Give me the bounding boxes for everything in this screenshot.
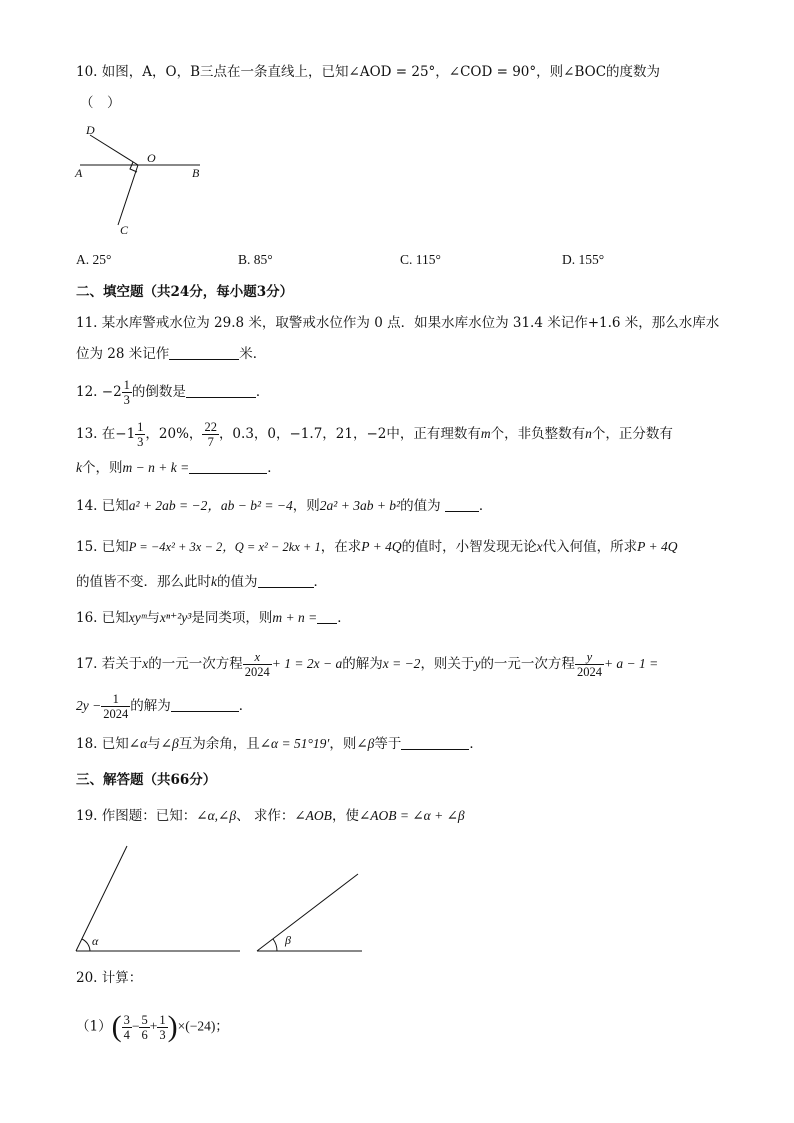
q19-figure-alpha — [70, 840, 250, 960]
beta-label: β — [285, 933, 291, 947]
q10-stem: 10. 如图，A，O，B三点在一条直线上，已知∠AOD = 25°，∠COD = 90°，则∠BOC的度数为 — [76, 64, 661, 80]
q10-answer-paren: （ ） — [80, 95, 121, 111]
q20-fraction-1: $\frac{3}{4}$ — [123, 1012, 130, 1042]
beta-arc — [273, 939, 277, 951]
q20-fraction-2: $\frac{5}{6}$ — [141, 1012, 148, 1042]
q20-part1: （1）( $\frac{3}{4}$ − $\frac{5}{6}$ + $\frac{1}{3}$ )×(−24)； — [76, 1010, 229, 1043]
q12-blank — [186, 383, 256, 398]
q20-title: 20. 计算： — [76, 970, 143, 986]
q12-fraction: $\frac{1}{3}$ — [123, 378, 130, 407]
q10-figure — [70, 120, 210, 240]
label-b: B — [192, 166, 200, 180]
q11-blank — [169, 345, 239, 360]
q13-blank — [189, 459, 267, 474]
beta-side-ray — [257, 874, 358, 951]
q16-blank — [317, 609, 337, 624]
q10-option-c: C. 115° — [400, 252, 441, 267]
q11-line1: 11. 某水库警戒水位为 29.8 米，取警戒水位作为 0 点．如果水库水位为 31.4 米记作+1.6 米，那么水库水 — [76, 315, 720, 331]
q17-fraction-2: $\frac{y}{2024}$ — [576, 650, 602, 679]
alpha-label: α — [92, 934, 99, 948]
q10-text: 如图，A，O，B三点在一条直线上，已知∠AOD = 25°，∠COD = 90°，则∠BOC的度数为 — [101, 64, 661, 80]
q18-blank — [401, 735, 469, 750]
q15-line1: 15. 已知P = −4x² + 3x − 2，Q = x² − 2kx + 1，在求P + 4Q的值时，小智发现无论x代入何值，所求P + 4Q — [76, 539, 678, 555]
alpha-side-ray — [76, 846, 127, 951]
q11-line2: 位为 28 米记作 米． — [76, 346, 267, 362]
ray-od — [90, 135, 138, 165]
q17-fraction-1: $\frac{x}{2024}$ — [244, 650, 270, 679]
q15-line2: 的值皆不变．那么此时k的值为 ． — [76, 574, 327, 590]
q17-line1: 17. 若关于x的一元一次方程 $\frac{x}{2024}$ + 1 = 2x − a的解为x = −2，则关于y的一元一次方程 $\frac{y}{2024}$ + a − 1 = — [76, 650, 659, 679]
q15-blank — [258, 573, 314, 588]
section-2-heading: 二、填空题（共24分，每小题3分） — [76, 284, 294, 300]
q13-line2: k个，则m − n + k = ． — [76, 460, 281, 476]
label-c: C — [120, 223, 129, 237]
q20-fraction-3: $\frac{1}{3}$ — [159, 1012, 166, 1042]
q12: 12. −2 $\frac{1}{3}$ 的倒数是 ． — [76, 378, 270, 407]
q18: 18. 已知∠α与∠β互为余角，且∠α = 51°19′，则∠β等于 ． — [76, 736, 483, 752]
q14: 14. 已知a² + 2ab = −2，ab − b² = −4，则2a² + 3ab + b²的值为 ． — [76, 498, 493, 514]
q16: 16. 已知xyᵐ与xⁿ⁺²y³是同类项，则m + n = ． — [76, 610, 351, 626]
q14-blank — [445, 497, 479, 512]
q10-option-b: B. 85° — [238, 252, 273, 267]
q13-fraction-2: $\frac{22}{7}$ — [204, 420, 217, 449]
q17-fraction-3: $\frac{1}{2024}$ — [103, 692, 129, 721]
alpha-arc — [82, 939, 90, 951]
q17-line2: 2y − $\frac{1}{2024}$ 的解为 ． — [76, 692, 253, 721]
q13-fraction-1: $\frac{1}{3}$ — [137, 420, 144, 449]
q13-line1: 13. 在−1 $\frac{1}{3}$ ，20%， $\frac{22}{7}$ ，0.3，0，−1.7，21，−2中，正有理数有m个，非负整数有n个，正分数有 — [76, 420, 673, 449]
q19-figure-beta — [252, 868, 368, 958]
section-3-heading: 三、解答题（共66分） — [76, 772, 217, 788]
label-o: O — [147, 151, 156, 165]
q17-blank — [171, 697, 239, 712]
ray-oc — [118, 165, 138, 225]
label-a: A — [75, 166, 83, 180]
label-d: D — [86, 123, 95, 137]
q19: 19. 作图题：已知：∠α,∠β、 求作：∠AOB，使∠AOB = ∠α + ∠β — [76, 808, 465, 824]
q10-option-a: A. 25° — [76, 252, 112, 267]
q10-option-d: D. 155° — [562, 252, 605, 267]
